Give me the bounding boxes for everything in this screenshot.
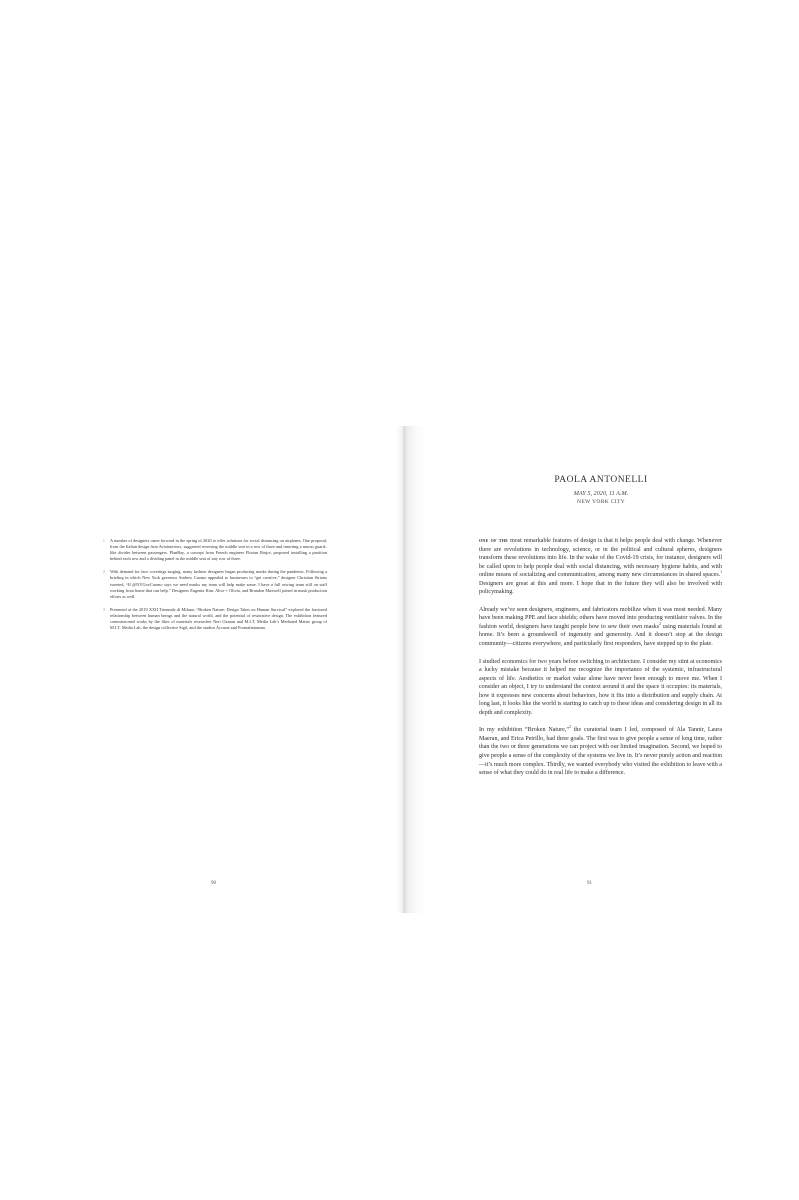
footnote-text: With demand for face coverings surging, many fashion designers began producing masks during the pandemic. Following a briefing in which New York governor Andrew Cuomo appealed to businesses to “get creative,” designer Christian Siriano tweeted, “If @NYGovCuomo says we need masks my team will help make some. I have a full sewing team still on staff working from home that can help.” Designers Eugenia Kim, Alice + Olivia, and Brandon Maxwell joined in mask production efforts as well.: [110, 569, 327, 599]
footnote-ref: 2: [659, 621, 661, 626]
paragraph-text: In my exhibition “Broken Nature,”: [479, 727, 570, 734]
interview-place: NEW YORK CITY: [576, 499, 626, 505]
footnote: [103, 538, 327, 562]
paragraph-text-tail: Designers are great at this and more. I hope that in the future they will also be involved with policymaking.: [479, 580, 722, 596]
paragraph-text: I studied economics for two years before switching to architecture. I consider my stint at economics a lucky mistake because it helped me recognize the importance of the systemic, infrastructural aspects of life. Aesthetics or market value alone have never been enough to move me. When I consider an object, I try to understand the context around it and the space it occupies: its materials, how it expresses new concerns about behaviors, how it fits into a distribution and supply chain. At long last, it looks like the world is starting to catch up to these ideas and considering design in all its depth and complexity.: [479, 658, 722, 716]
footnote: [103, 569, 327, 599]
footnote-ref: 3: [569, 725, 571, 730]
paragraph: [479, 537, 722, 597]
interview-date: MAY 5, 2020, 11 A.M.: [573, 490, 629, 497]
paragraph-text: Already we’ve seen designers, engineers, and fabricators mobilize when it was most needed. Many have been making PPE and face shields; others have moved into producing ventilator valves. In the fashion world, designers have taught people how to sew their own masks: [479, 606, 722, 630]
page-number-right: 91: [587, 881, 592, 886]
gutter-shadow: [396, 426, 403, 913]
footnote-number: 2: [103, 570, 105, 575]
footnote: [103, 607, 327, 631]
left-page: [0, 426, 403, 913]
right-page: [403, 426, 799, 913]
paragraph-text-tail: the curatorial team I led, composed of Ala Tannir, Laura Maeran, and Erica Petrillo, had three goals. The first was to give people a sense of long time, rather than the two or three generations we can project with our limited imagination. Second, we hoped to give people a sense of the complexity of the systems we live in. It’s never purely action and reaction—it’s much more complex. Thirdly, we wanted everybody who visited the exhibition to leave with a sense of what they could do in real life to make a difference.: [479, 727, 723, 777]
footnote-number: 1: [103, 539, 105, 543]
footnotes: [103, 538, 327, 638]
paragraph: [479, 606, 722, 649]
author-name: PAOLA ANTONELLI: [554, 475, 648, 485]
page-number-left: 90: [211, 881, 216, 886]
paragraph-text-tail: using materials found at home. It’s been a groundswell of ingenuity and generosity. And it doesn’t stop at the design community—citizens everywhere, and particularly first responders, have stepped up to the plate.: [479, 623, 722, 648]
paragraph: [479, 658, 722, 718]
body-text: [479, 537, 722, 787]
paragraph-text: most remarkable features of design is that it helps people deal with change. Whenever there are revolutions in technology, science, or in the political and cultural spheres, designers transform these revolutions into life. In the wake of the Covid-19 crisis, for instance, designers will be called upon to help people deal with social distancing, with necessary hygiene habits, and with online means of socializing and communication, among many new circumstances in shared spaces.: [479, 538, 722, 579]
footnote-ref: 1: [720, 570, 722, 575]
footnote-text: Presented at the 2019 XXII Triennale di Milano, “Broken Nature: Design Takes on Human Survival” explored the fractured relationship between human beings and the natural world, and the potential of restorative design. The exhibition featured commissioned works by the likes of materials researcher Neri Oxman and M.I.T. Media Lab’s Mediated Matter group of M.I.T. Media Lab, the design collective Sigil, and the studios Accurat and Formafantasma.: [110, 606, 327, 631]
paragraph-lead: one of the: [479, 538, 509, 544]
footnote-number: 3: [103, 607, 105, 612]
paragraph: [479, 726, 722, 777]
footnote-text: A number of designers came forward in the spring of 2020 to offer solutions for social distancing on airplanes. One proposal, from the Italian design firm Aviointeriors, suggested reversing the middle seat in a row of three and inserting a mucus guard–like divider between passengers. PlanBay, a concept from French engineer Florian Barjot, proposed installing a partition behind each row and a dividing panel in the middle seat of any row of three.: [110, 538, 327, 562]
